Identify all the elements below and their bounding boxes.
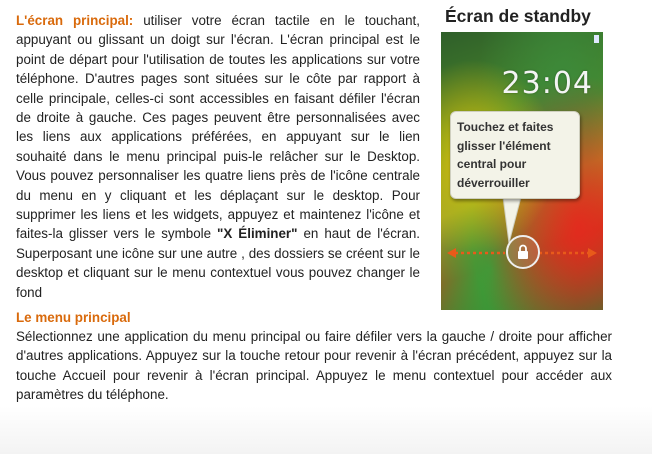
menu-section-paragraph: Sélectionnez une application du menu principal ou faire défiler vers la gauche / droite pour afficher d'autres applications. Appuyez sur la touche retour pour revenir à l'écran précédent, appuyez sur la touche Accueil pour revenir à l'écran principal. Appuyez le menu contextuel pour accéder aux paramètres du téléphone. — [16, 329, 612, 403]
eliminate-term: "X Éliminer" — [217, 226, 298, 242]
lock-icon — [517, 244, 529, 260]
standby-screenshot — [441, 32, 603, 310]
unlock-callout-text: Touchez et faites glisser l'élément central pour déverrouiller — [457, 120, 554, 190]
battery-icon — [594, 35, 599, 43]
unlock-handle[interactable] — [506, 235, 540, 269]
lockscreen-clock: 23:04 — [501, 66, 593, 101]
menu-section-title: Le menu principal — [16, 310, 131, 325]
page-footer-band — [0, 406, 652, 454]
standby-title: Écran de standby — [445, 6, 591, 26]
main-screen-text-b: en haut de l'écran. Superposant une icône sur une autre , des dossiers se créent sur le desktop et cliquant sur le menu contextuel vous pouvez changer le fond — [16, 226, 421, 300]
arrow-right-icon — [537, 247, 597, 259]
main-screen-paragraph — [16, 11, 420, 302]
arrow-left-icon — [447, 247, 507, 259]
main-screen-text-a: utiliser votre écran tactile en le touchant, appuyant ou glissant un doigt sur l'écran. L'écran principal est le point de départ pour l'utilisation de toutes les applications sur votre téléphone. D'autres pages sont situées sur le côte par rapport à celle principale, celles-ci sont accessibles en faisant défiler l'écran de droite à gauche. Ces pages peuvent être personnalisées avec les liens aux applications préférées, en appuyant sur le lien souhaité dans le menu principal puis-le relâcher sur le Desktop. Vous pouvez personnaliser les quatre liens près de l'icône centrale du menu en y cliquant et les déplaçant sur le desktop. Pour supprimer les liens et les widgets, appuyez et maintenez l'icône et faites-la glisser vers le symbole — [16, 13, 420, 242]
unlock-callout — [450, 111, 580, 199]
main-screen-lead: L'écran principal: — [16, 13, 134, 28]
